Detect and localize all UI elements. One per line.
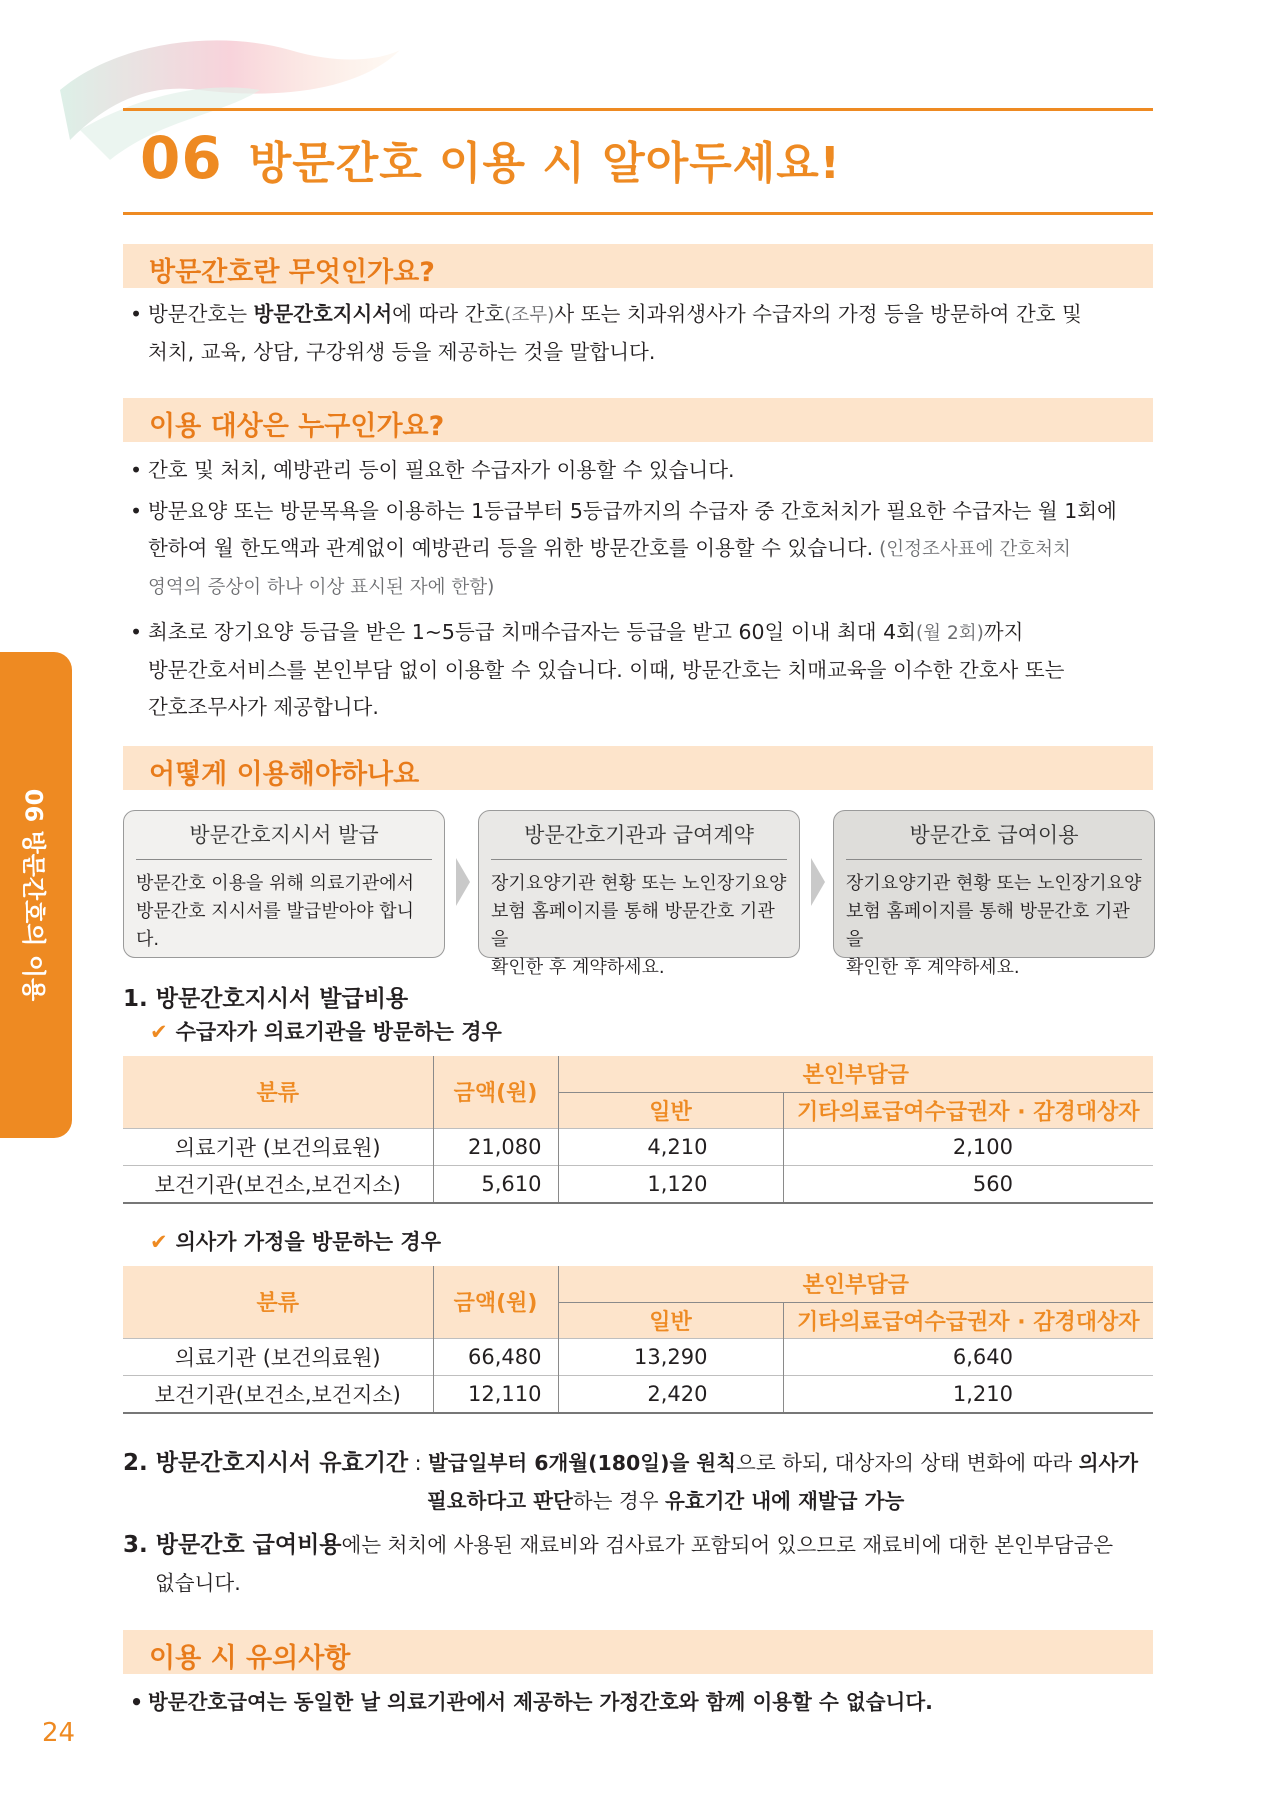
cost-heading: 1. 방문간호지시서 발급비용 — [123, 986, 409, 1012]
table-row: 보건기관(보건소,보건지소) 12,110 2,420 1,210 — [123, 1375, 1153, 1413]
bullet-item: • 방문간호는 방문간호지시서에 따라 간호(조무)사 또는 치과위생사가 수급자의 가정 등을 방문하여 간호 및 처치, 교육, 상담, 구강위생 등을 제공하는 것을 말합니다. — [130, 302, 1082, 364]
bullet-item: • 간호 및 처치, 예방관리 등이 필요한 수급자가 이용할 수 있습니다. — [130, 458, 735, 482]
title-text: 방문간호 이용 시 알아두세요! — [248, 138, 841, 189]
step-title: 방문간호 급여이용 — [846, 811, 1142, 860]
chevron-right-icon — [811, 858, 825, 906]
title-rule-top — [123, 108, 1153, 111]
chevron-right-icon — [456, 858, 470, 906]
case1-label: ✔ 수급자가 의료기관을 방문하는 경우 — [150, 1020, 502, 1044]
step-issue-order: 방문간호지시서 발급 방문간호 이용을 위해 의료기관에서 방문간호 지시서를 발급받아야 합니다. — [123, 810, 445, 958]
section-how-title: 어떻게 이용해야하나요 — [149, 759, 420, 790]
section-what-body — [126, 296, 1156, 371]
table-row: 의료기관 (보건의료원) 66,480 13,290 6,640 — [123, 1338, 1153, 1375]
side-tab — [0, 652, 72, 1138]
section-caution-title: 이용 시 유의사항 — [149, 1643, 351, 1674]
col-category: 분류 — [123, 1266, 433, 1338]
step-use-benefit: 방문간호 급여이용 장기요양기관 현황 또는 노인장기요양 보험 홈페이지를 통해 방문간호 기관을 확인한 후 계약하세요. — [833, 810, 1155, 958]
page-number: 24 — [42, 1718, 76, 1748]
side-tab-label: 06 방문간호의 이용 — [19, 788, 48, 1002]
check-icon: ✔ — [150, 1020, 168, 1044]
section-how-heading — [123, 746, 1153, 790]
col-general: 일반 — [558, 1302, 783, 1338]
bullet-item: • 방문요양 또는 방문목욕을 이용하는 1등급부터 5등급까지의 수급자 중 간호처치가 필요한 수급자는 월 1회에 한하여 월 한도액과 관계없이 예방관리 등을 위한 방문간호를 이용할 수 있습니다. (인정조사표에 간호처치 영역의 증상이 하나 이상 표시된 자에 한함) — [130, 499, 1117, 598]
title-rule-bottom — [123, 212, 1153, 215]
col-amount: 금액(원) — [433, 1056, 558, 1128]
section-what-heading — [123, 244, 1153, 288]
step-title: 방문간호기관과 급여계약 — [491, 811, 787, 860]
section-caution-body — [126, 1684, 1156, 1721]
case2-label: ✔ 의사가 가정을 방문하는 경우 — [150, 1230, 441, 1254]
title-number: 06 — [140, 124, 223, 192]
section-target-body — [126, 452, 1156, 726]
col-other: 기타의료급여수급권자 · 감경대상자 — [783, 1302, 1153, 1338]
table-row: 보건기관(보건소,보건지소) 5,610 1,120 560 — [123, 1165, 1153, 1203]
benefit-cost-paragraph: 3. 방문간호 급여비용에는 처치에 사용된 재료비와 검사료가 포함되어 있으므로 재료비에 대한 본인부담금은 없습니다. — [123, 1532, 1114, 1595]
cost-table-visit-clinic — [123, 1056, 1153, 1204]
validity-paragraph: 2. 방문간호지시서 유효기간 : 발급일부터 6개월(180일)을 원칙으로 하되, 대상자의 상태 변화에 따라 의사가 필요하다고 판단하는 경우 유효기간 내에 재발급 가능 — [123, 1450, 1139, 1513]
table-row: 의료기관 (보건의료원) 21,080 4,210 2,100 — [123, 1128, 1153, 1165]
check-icon: ✔ — [150, 1230, 168, 1254]
section-target-heading — [123, 398, 1153, 442]
section-caution-heading — [123, 1630, 1153, 1674]
step-contract: 방문간호기관과 급여계약 장기요양기관 현황 또는 노인장기요양 보험 홈페이지를 통해 방문간호 기관을 확인한 후 계약하세요. — [478, 810, 800, 958]
bullet-item: • 방문간호급여는 동일한 날 의료기관에서 제공하는 가정간호와 함께 이용할 수 없습니다. — [130, 1690, 933, 1714]
col-amount: 금액(원) — [433, 1266, 558, 1338]
col-other: 기타의료급여수급권자 · 감경대상자 — [783, 1092, 1153, 1128]
step-title: 방문간호지시서 발급 — [136, 811, 432, 860]
page-title — [140, 124, 841, 196]
col-general: 일반 — [558, 1092, 783, 1128]
bullet-item: • 최초로 장기요양 등급을 받은 1~5등급 치매수급자는 등급을 받고 60일 이내 최대 4회(월 2회)까지 방문간호서비스를 본인부담 없이 이용할 수 있습니다. 이때, 방문간호는 치매교육을 이수한 간호사 또는 간호조무사가 제공합니다. — [130, 620, 1065, 719]
section-what-title: 방문간호란 무엇인가요? — [149, 257, 435, 288]
col-category: 분류 — [123, 1056, 433, 1128]
col-self-pay: 본인부담금 — [558, 1056, 1153, 1092]
section-target-title: 이용 대상은 누구인가요? — [149, 411, 445, 442]
col-self-pay: 본인부담금 — [558, 1266, 1153, 1302]
cost-table-home-visit — [123, 1266, 1153, 1414]
